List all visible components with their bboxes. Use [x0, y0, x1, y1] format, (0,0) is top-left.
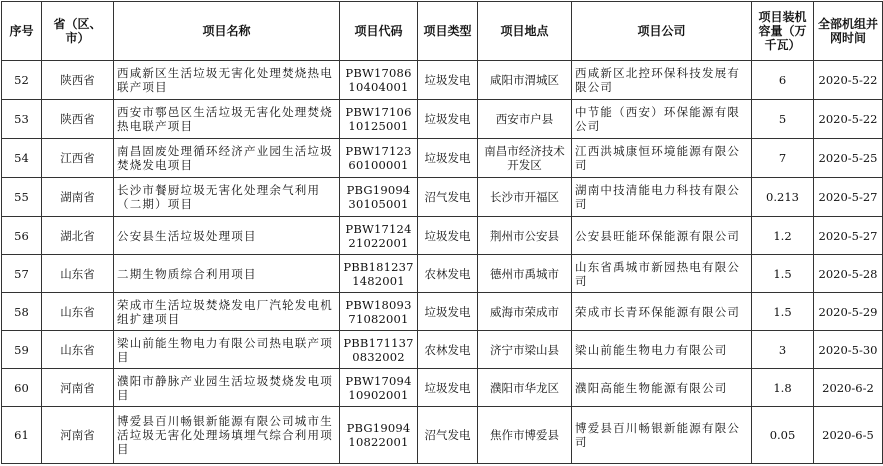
cell-no: 61	[2, 407, 42, 464]
cell-location: 焦作市博爱县	[478, 407, 572, 464]
table-row	[2, 178, 883, 217]
cell-province: 陕西省	[42, 100, 114, 139]
table-row	[2, 100, 883, 139]
header-province: 省（区、市）	[42, 2, 114, 61]
cell-capacity: 1.5	[752, 293, 814, 331]
table-row	[2, 293, 883, 331]
cell-code: PBW1708610404001	[340, 61, 418, 100]
cell-type: 垃圾发电	[418, 293, 478, 331]
cell-date: 2020-5-27	[814, 217, 883, 255]
cell-date: 2020-5-29	[814, 293, 883, 331]
cell-type: 农林发电	[418, 255, 478, 293]
cell-no: 59	[2, 331, 42, 369]
header-type: 项目类型	[418, 2, 478, 61]
cell-province: 河南省	[42, 369, 114, 407]
header-capacity: 项目装机容量（万千瓦）	[752, 2, 814, 61]
cell-company: 湖南中技清能电力科技有限公司	[572, 178, 752, 217]
cell-name: 南昌固废处理循环经济产业园生活垃圾焚烧发电项目	[114, 139, 340, 178]
cell-date: 2020-6-2	[814, 369, 883, 407]
header-no: 序号	[2, 2, 42, 61]
cell-type: 农林发电	[418, 331, 478, 369]
cell-name: 二期生物质综合利用项目	[114, 255, 340, 293]
cell-company: 荣成市长青环保能源有限公司	[572, 293, 752, 331]
cell-date: 2020-5-22	[814, 61, 883, 100]
cell-code: PBG1909410822001	[340, 407, 418, 464]
cell-code: PBB1812371482001	[340, 255, 418, 293]
cell-date: 2020-6-5	[814, 407, 883, 464]
cell-location: 濮阳市华龙区	[478, 369, 572, 407]
header-company: 项目公司	[572, 2, 752, 61]
header-location: 项目地点	[478, 2, 572, 61]
cell-capacity: 3	[752, 331, 814, 369]
cell-location: 荆州市公安县	[478, 217, 572, 255]
table-row	[2, 407, 883, 464]
cell-province: 山东省	[42, 331, 114, 369]
cell-company: 濮阳高能生物能源有限公司	[572, 369, 752, 407]
cell-code: PBW1809371082001	[340, 293, 418, 331]
cell-province: 山东省	[42, 293, 114, 331]
cell-no: 54	[2, 139, 42, 178]
cell-code: PBW1710610125001	[340, 100, 418, 139]
table-row	[2, 369, 883, 407]
cell-no: 60	[2, 369, 42, 407]
cell-name: 荣成市生活垃圾焚烧发电厂汽轮发电机组扩建项目	[114, 293, 340, 331]
table-row	[2, 139, 883, 178]
cell-date: 2020-5-28	[814, 255, 883, 293]
cell-province: 山东省	[42, 255, 114, 293]
project-table	[1, 1, 883, 464]
cell-code: PBB1711370832002	[340, 331, 418, 369]
cell-province: 江西省	[42, 139, 114, 178]
cell-province: 河南省	[42, 407, 114, 464]
cell-no: 57	[2, 255, 42, 293]
cell-name: 濮阳市静脉产业园生活垃圾焚烧发电项目	[114, 369, 340, 407]
cell-name: 公安县生活垃圾处理项目	[114, 217, 340, 255]
cell-province: 陕西省	[42, 61, 114, 100]
header-code: 项目代码	[340, 2, 418, 61]
cell-no: 52	[2, 61, 42, 100]
table-row	[2, 331, 883, 369]
cell-location: 威海市荣成市	[478, 293, 572, 331]
cell-type: 垃圾发电	[418, 369, 478, 407]
cell-company: 梁山前能生物电力有限公司	[572, 331, 752, 369]
cell-date: 2020-5-27	[814, 178, 883, 217]
cell-location: 济宁市梁山县	[478, 331, 572, 369]
table-row	[2, 255, 883, 293]
table-row	[2, 217, 883, 255]
cell-capacity: 5	[752, 100, 814, 139]
cell-type: 垃圾发电	[418, 139, 478, 178]
cell-name: 梁山前能生物电力有限公司热电联产项目	[114, 331, 340, 369]
cell-capacity: 0.213	[752, 178, 814, 217]
cell-type: 垃圾发电	[418, 100, 478, 139]
cell-province: 湖南省	[42, 178, 114, 217]
cell-name: 西安市鄠邑区生活垃圾无害化处理焚烧热电联产项目	[114, 100, 340, 139]
cell-company: 西咸新区北控环保科技发展有限公司	[572, 61, 752, 100]
cell-no: 55	[2, 178, 42, 217]
cell-capacity: 7	[752, 139, 814, 178]
cell-location: 长沙市开福区	[478, 178, 572, 217]
cell-capacity: 1.8	[752, 369, 814, 407]
cell-code: PBW1712421022001	[340, 217, 418, 255]
cell-province: 湖北省	[42, 217, 114, 255]
header-name: 项目名称	[114, 2, 340, 61]
cell-code: PBW1712360100001	[340, 139, 418, 178]
cell-code: PBW1709410902001	[340, 369, 418, 407]
cell-name: 长沙市餐厨垃圾无害化处理余气利用（二期）项目	[114, 178, 340, 217]
cell-name: 西咸新区生活垃圾无害化处理焚烧热电联产项目	[114, 61, 340, 100]
cell-company: 江西洪城康恒环境能源有限公司	[572, 139, 752, 178]
cell-company: 中节能（西安）环保能源有限公司	[572, 100, 752, 139]
cell-company: 博爱县百川畅银新能源有限公司	[572, 407, 752, 464]
cell-code: PBG1909430105001	[340, 178, 418, 217]
cell-company: 山东省禹城市新园热电有限公司	[572, 255, 752, 293]
cell-date: 2020-5-25	[814, 139, 883, 178]
cell-capacity: 1.2	[752, 217, 814, 255]
cell-date: 2020-5-22	[814, 100, 883, 139]
cell-date: 2020-5-30	[814, 331, 883, 369]
cell-type: 沼气发电	[418, 407, 478, 464]
cell-location: 南昌市经济技术开发区	[478, 139, 572, 178]
cell-type: 垃圾发电	[418, 217, 478, 255]
cell-no: 56	[2, 217, 42, 255]
cell-type: 垃圾发电	[418, 61, 478, 100]
cell-company: 公安县旺能环保能源有限公司	[572, 217, 752, 255]
cell-name: 博爱县百川畅银新能源有限公司城市生活垃圾无害化处理场填埋气综合利用项目	[114, 407, 340, 464]
cell-no: 58	[2, 293, 42, 331]
cell-location: 咸阳市渭城区	[478, 61, 572, 100]
cell-location: 西安市户县	[478, 100, 572, 139]
header-row	[2, 2, 883, 61]
table-row	[2, 61, 883, 100]
header-date: 全部机组并网时间	[814, 2, 883, 61]
cell-capacity: 6	[752, 61, 814, 100]
cell-type: 沼气发电	[418, 178, 478, 217]
cell-no: 53	[2, 100, 42, 139]
cell-capacity: 1.5	[752, 255, 814, 293]
cell-capacity: 0.05	[752, 407, 814, 464]
cell-location: 德州市禹城市	[478, 255, 572, 293]
